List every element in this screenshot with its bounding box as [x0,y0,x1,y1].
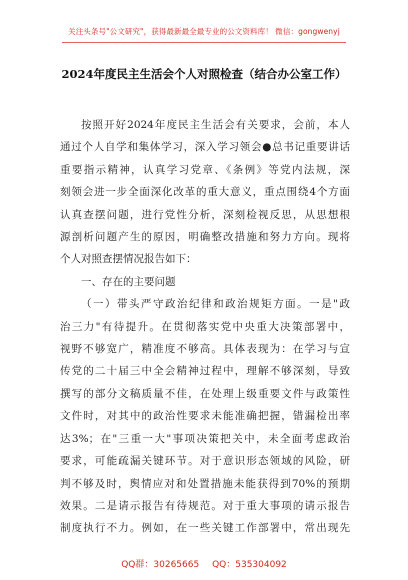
header-divider [62,42,346,43]
document-title: 2024年度民主生活会个人对照检查（结合办公室工作） [61,67,347,81]
promo-banner: 关注头条号"公文研究"，获得最新最全最专业的公文资料库！ 微信：gongwenyj [68,27,340,36]
document-body [60,114,350,540]
qq-group-number: QQ群：30265665 [121,560,200,570]
paragraph-line: 传党的二十届三中全会精神过程中，理解不够深刻，导致 [60,365,350,378]
qq-number: QQ：535304092 [212,560,287,570]
paragraph-line: 重要指示精神，认真学习党章、《条例》等党内法规，深 [60,163,350,176]
paragraph-line: 通过个人自学和集体学习，深入学习领会●总书记重要讲话 [60,141,350,154]
paragraph-line: 文件时，对其中的政治性要求未能准确把握，错漏检出率 [60,410,350,423]
paragraph-line: 制度执行不力。例如，在一些关键工作部署中，常出现先 [60,522,350,535]
contact-footer [0,557,408,570]
paragraph-line: 判不够及时，舆情应对和处置措施未能获得到70%的预期 [60,477,350,490]
paragraph-line: 认真查摆问题，进行党性分析，深刻检视反思，从思想根 [60,208,350,221]
paragraph-line: 效果。二是请示报告有待规范。对于重大事项的请示报告 [60,499,350,512]
paragraph-line: 治三力"有待提升。在贯彻落实党中央重大决策部署中， [60,320,350,333]
paragraph-line: 要求，可能疏漏关键环节。对于意识形态领域的风险，研 [60,455,350,468]
paragraph-line: 源剖析问题产生的原因，明确整改措施和努力方向。现将 [60,231,350,244]
paragraph-line: 个人对照查摆情况报告如下： [60,253,197,266]
paragraph-line: 按照开好2024年度民主生活会有关要求，会前，本人 [81,119,350,131]
paragraph-line: 撰写的部分文稿质量不佳，在处理上级重要文件与政策性 [60,387,350,400]
paragraph-line: （一）带头严守政治纪律和政治规矩方面。一是"政 [81,298,350,311]
paragraph-line: 刻领会进一步全面深化改革的重大意义，重点围绕4个方面 [60,186,350,199]
paragraph-line: 达3%；在"三重一大"事项决策把关中，未全面考虑政治 [60,432,350,445]
paragraph-line: 视野不够宽广，精准度不够高。具体表现为：在学习与宣 [60,343,350,356]
section-heading: 一、存在的主要问题 [81,275,176,288]
